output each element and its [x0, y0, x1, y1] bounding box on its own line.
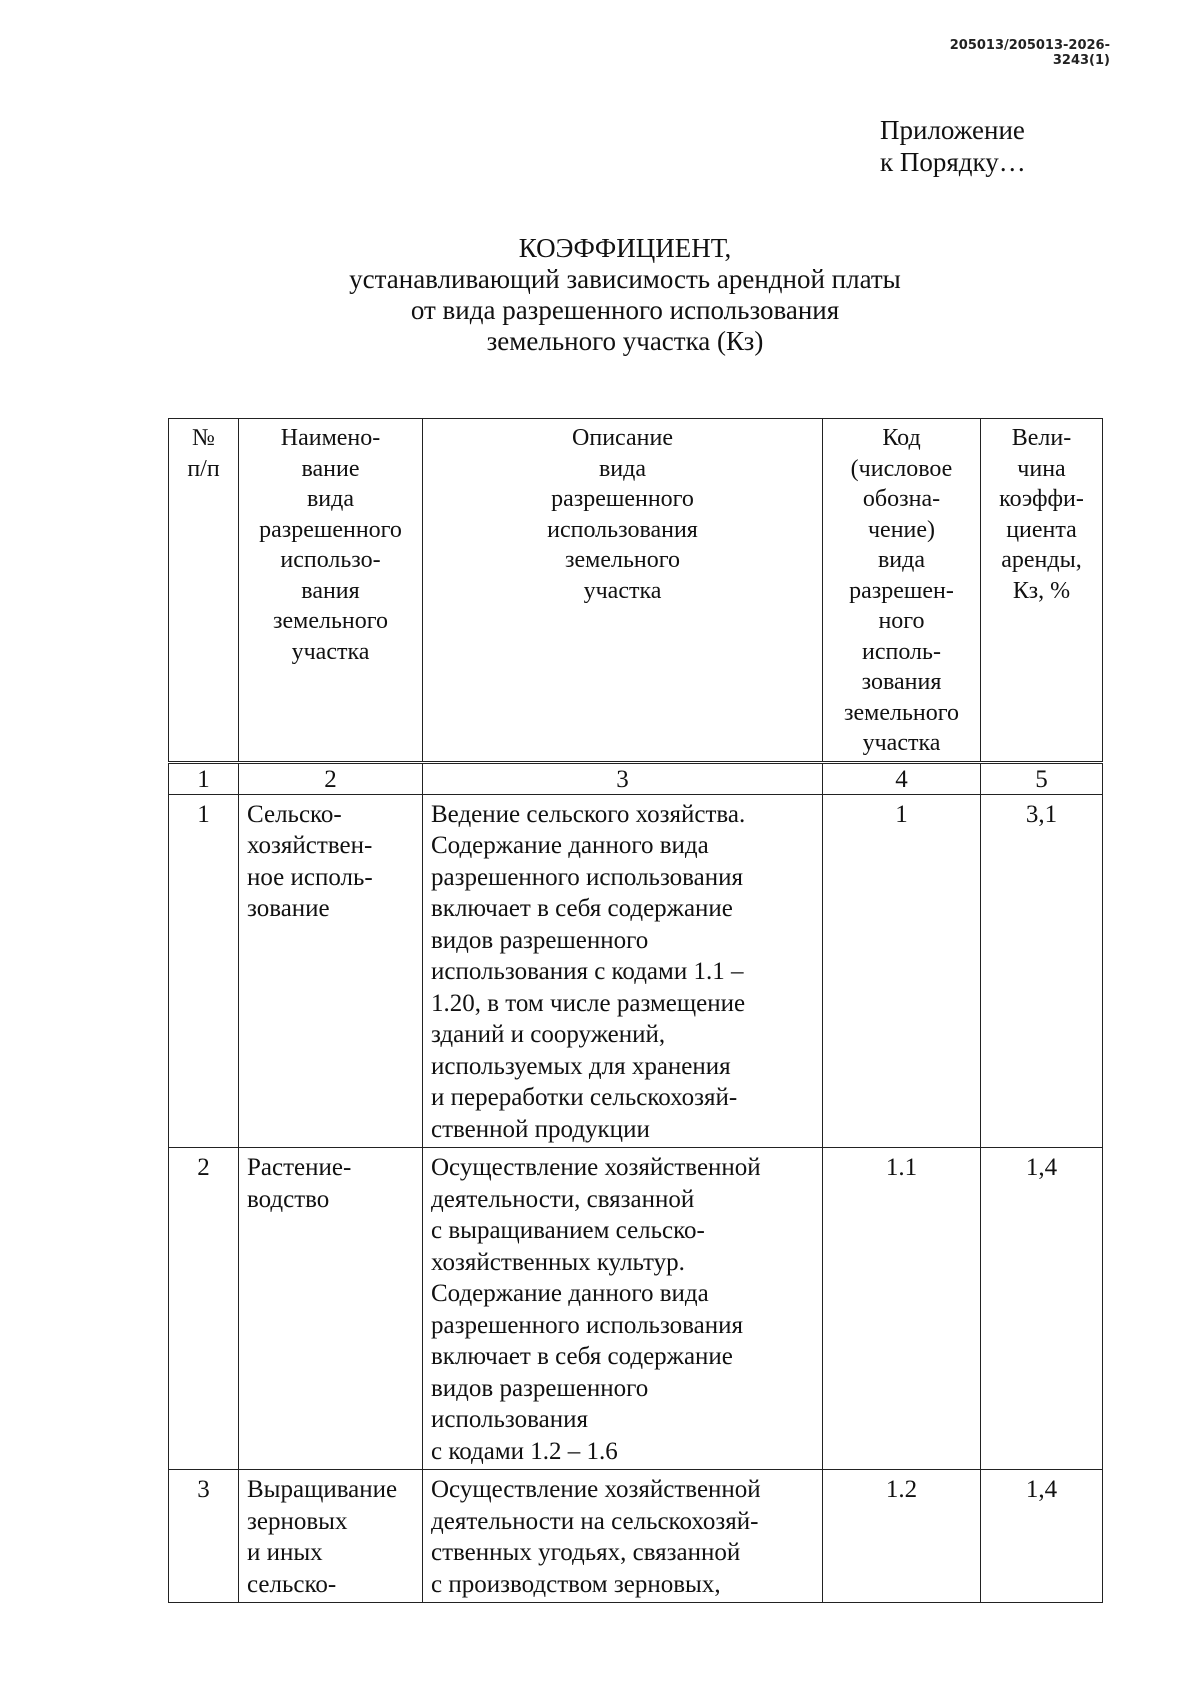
- row-name: Сельско- хозяйствен- ное исполь- зование: [239, 794, 423, 1148]
- document-heading: [160, 233, 1090, 357]
- table-row: [169, 794, 1103, 1148]
- row-name: Растение- водство: [239, 1148, 423, 1470]
- row-name: Выращивание зерновых и иных сельско-: [239, 1470, 423, 1603]
- row-value: 1,4: [981, 1470, 1103, 1603]
- header-cell-number: № п/п: [169, 419, 239, 763]
- appendix-line-1: Приложение: [880, 115, 1025, 145]
- row-description: Ведение сельского хозяйства. Содержание данного вида разрешенного использования включает в себя содержание видов разрешенного использования с кодами 1.1 – 1.20, в том числе размещение зданий и сооружений, используемых для хранения и переработки сельскохозяй- ственной продукции: [423, 794, 823, 1148]
- appendix-note: [880, 114, 1026, 178]
- row-code: 1.2: [823, 1470, 981, 1603]
- column-number: 1: [169, 762, 239, 794]
- row-value: 1,4: [981, 1148, 1103, 1470]
- column-number: 3: [423, 762, 823, 794]
- table-header-row: [169, 419, 1103, 763]
- table-row: [169, 1148, 1103, 1470]
- header-cell-code: Код (числовое обозна- чение) вида разрешен- ного исполь- зования земельного участка: [823, 419, 981, 763]
- column-number: 5: [981, 762, 1103, 794]
- heading-title: КОЭФФИЦИЕНТ,: [518, 233, 732, 263]
- header-cell-name: Наимено- вание вида разрешенного использо- вания земельного участка: [239, 419, 423, 763]
- document-id: 205013/205013-2026-3243(1): [949, 38, 1110, 68]
- appendix-line-2: к Порядку…: [880, 147, 1026, 177]
- header-cell-value: Вели- чина коэффи- циента аренды, Кз, %: [981, 419, 1103, 763]
- row-number: 3: [169, 1470, 239, 1603]
- row-code: 1.1: [823, 1148, 981, 1470]
- row-number: 1: [169, 794, 239, 1148]
- row-number: 2: [169, 1148, 239, 1470]
- column-number: 2: [239, 762, 423, 794]
- row-description: Осуществление хозяйственной деятельности на сельскохозяй- ственных угодьях, связанной с производством зерновых,: [423, 1470, 823, 1603]
- coefficient-table: [168, 418, 1103, 1603]
- header-cell-description: Описание вида разрешенного использования земельного участка: [423, 419, 823, 763]
- heading-subtitle: устанавливающий зависимость арендной платы от вида разрешенного использования земельного участка (Кз): [349, 264, 901, 356]
- column-number-row: [169, 762, 1103, 794]
- row-description: Осуществление хозяйственной деятельности, связанной с выращиванием сельско- хозяйственных культур. Содержание данного вида разрешенного использования включает в себя содержание видов разрешенного использования с кодами 1.2 – 1.6: [423, 1148, 823, 1470]
- table-row: [169, 1470, 1103, 1603]
- row-value: 3,1: [981, 794, 1103, 1148]
- row-code: 1: [823, 794, 981, 1148]
- column-number: 4: [823, 762, 981, 794]
